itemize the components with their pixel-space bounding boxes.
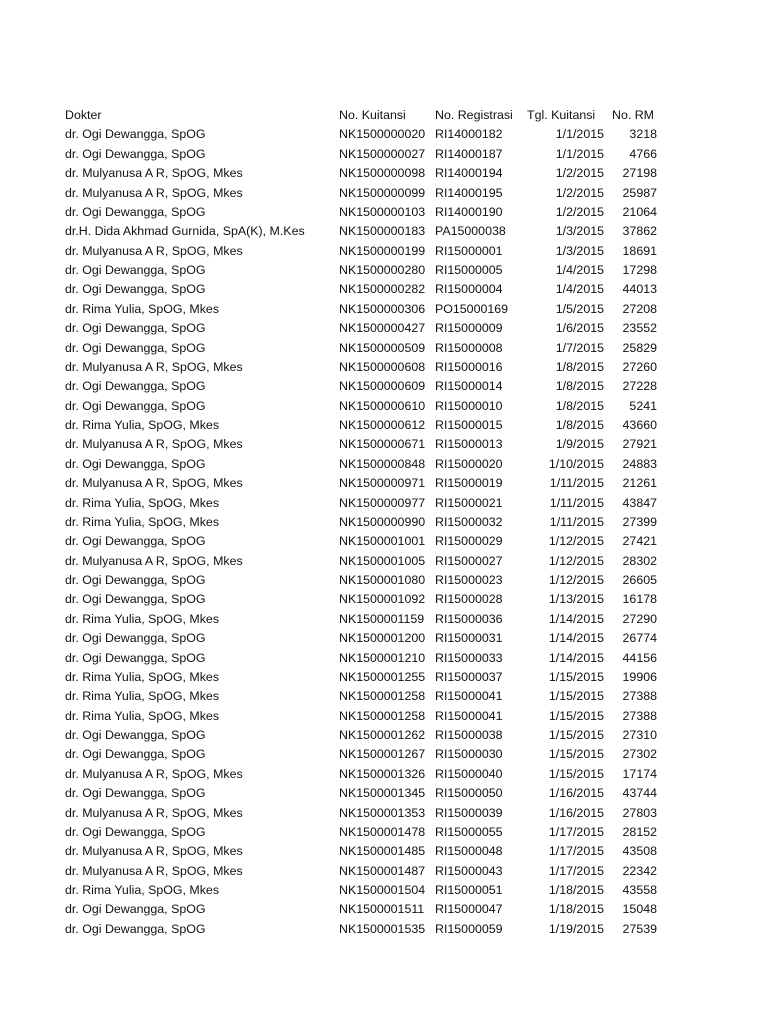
cell-no-registrasi: RI15000019 <box>435 476 503 491</box>
cell-tgl-kuitansi: 1/8/2015 <box>555 379 604 394</box>
cell-no-kuitansi: NK1500000977 <box>339 495 426 510</box>
cell-dokter: dr. Rima Yulia, SpOG, Mkes <box>65 514 220 529</box>
table-row <box>61 804 661 823</box>
column-header-no-registrasi: No. Registrasi <box>435 108 513 122</box>
table-row <box>61 339 661 358</box>
cell-no-rm: 27198 <box>622 166 657 181</box>
cell-dokter: dr. Rima Yulia, SpOG, Mkes <box>65 669 220 684</box>
cell-no-kuitansi: NK1500000609 <box>339 379 426 394</box>
table-row <box>61 358 661 377</box>
cell-dokter: dr. Mulyanusa A R, SpOG, Mkes <box>65 359 243 374</box>
cell-no-rm: 28302 <box>622 553 657 568</box>
table-row <box>61 668 661 687</box>
cell-no-registrasi: RI15000032 <box>435 514 503 529</box>
cell-no-rm: 44156 <box>622 650 657 665</box>
table-row <box>61 765 661 784</box>
cell-no-kuitansi: NK1500000199 <box>339 243 426 258</box>
cell-no-kuitansi: NK1500001159 <box>339 611 425 626</box>
cell-dokter: dr. Mulyanusa A R, SpOG, Mkes <box>65 166 243 181</box>
cell-no-registrasi: RI15000041 <box>435 689 503 704</box>
cell-tgl-kuitansi: 1/11/2015 <box>549 476 604 491</box>
table-row <box>61 629 661 648</box>
cell-no-registrasi: RI15000023 <box>435 573 503 587</box>
cell-no-registrasi: PA15000038 <box>435 224 506 239</box>
cell-no-registrasi: RI15000041 <box>435 708 503 723</box>
cell-no-rm: 27290 <box>622 611 657 626</box>
cell-tgl-kuitansi: 1/1/2015 <box>555 127 604 142</box>
cell-dokter: dr. Ogi Dewangga, SpOG <box>65 592 206 607</box>
cell-no-rm: 17298 <box>622 263 657 277</box>
cell-no-registrasi: RI15000048 <box>435 844 503 859</box>
table-row <box>61 842 661 861</box>
cell-no-rm: 17174 <box>622 766 657 781</box>
cell-no-rm: 23552 <box>622 321 657 336</box>
table-row <box>61 881 661 900</box>
cell-dokter: dr. Ogi Dewangga, SpOG <box>65 146 206 161</box>
table-row <box>61 590 661 609</box>
table-row <box>61 242 661 261</box>
table-row <box>61 416 661 435</box>
cell-no-kuitansi: NK1500000990 <box>339 514 426 529</box>
cell-no-registrasi: RI15000050 <box>435 786 503 801</box>
table-row <box>61 532 661 551</box>
cell-no-kuitansi: NK1500001005 <box>339 553 426 568</box>
cell-no-registrasi: RI15000016 <box>435 359 503 374</box>
cell-no-registrasi: RI15000009 <box>435 321 503 336</box>
cell-no-rm: 22342 <box>622 863 657 878</box>
table-row <box>61 745 661 764</box>
table-row <box>61 280 661 299</box>
cell-no-rm: 26605 <box>622 573 657 587</box>
cell-no-registrasi: RI15000010 <box>435 398 503 413</box>
cell-tgl-kuitansi: 1/9/2015 <box>555 437 604 452</box>
cell-no-kuitansi: NK1500001326 <box>339 766 426 781</box>
cell-no-rm: 43660 <box>622 418 657 432</box>
cell-tgl-kuitansi: 1/1/2015 <box>555 146 604 161</box>
cell-no-registrasi: RI15000004 <box>435 282 503 297</box>
cell-tgl-kuitansi: 1/4/2015 <box>555 263 604 277</box>
cell-no-registrasi: RI14000194 <box>435 166 503 181</box>
cell-tgl-kuitansi: 1/19/2015 <box>548 921 604 936</box>
cell-no-registrasi: RI15000013 <box>435 437 503 452</box>
cell-no-registrasi: RI15000001 <box>435 243 503 258</box>
spreadsheet <box>0 106 768 939</box>
cell-no-registrasi: RI15000014 <box>435 379 503 394</box>
cell-dokter: dr. Ogi Dewangga, SpOG <box>65 650 206 665</box>
cell-tgl-kuitansi: 1/8/2015 <box>555 359 604 374</box>
cell-tgl-kuitansi: 1/2/2015 <box>555 204 604 219</box>
cell-tgl-kuitansi: 1/3/2015 <box>555 243 604 258</box>
cell-no-kuitansi: NK1500000608 <box>339 359 426 374</box>
cell-dokter: dr. Mulyanusa A R, SpOG, Mkes <box>65 243 243 258</box>
cell-no-registrasi: RI15000033 <box>435 650 503 665</box>
cell-tgl-kuitansi: 1/16/2015 <box>548 786 604 801</box>
cell-no-rm: 27421 <box>622 534 657 549</box>
cell-no-rm: 24883 <box>622 456 657 471</box>
cell-no-kuitansi: NK1500001001 <box>339 534 426 549</box>
cell-no-kuitansi: NK1500000280 <box>339 263 426 277</box>
cell-no-rm: 25829 <box>622 340 657 355</box>
cell-no-rm: 27539 <box>622 921 657 936</box>
table-row <box>61 687 661 706</box>
cell-no-rm: 27310 <box>622 728 657 742</box>
cell-dokter: dr. Rima Yulia, SpOG, Mkes <box>65 418 220 432</box>
cell-dokter: dr. Rima Yulia, SpOG, Mkes <box>65 495 220 510</box>
cell-no-kuitansi: NK1500001267 <box>339 747 426 762</box>
cell-dokter: dr. Ogi Dewangga, SpOG <box>65 127 206 142</box>
cell-tgl-kuitansi: 1/16/2015 <box>548 805 604 820</box>
cell-no-registrasi: RI14000195 <box>435 185 503 200</box>
cell-tgl-kuitansi: 1/15/2015 <box>548 689 604 704</box>
cell-no-registrasi: RI15000037 <box>435 669 503 684</box>
cell-no-kuitansi: NK1500001200 <box>339 631 426 646</box>
table-row <box>61 649 661 668</box>
cell-tgl-kuitansi: 1/11/2015 <box>549 495 604 510</box>
cell-tgl-kuitansi: 1/10/2015 <box>548 456 604 471</box>
cell-dokter: dr. Rima Yulia, SpOG, Mkes <box>65 301 220 316</box>
table-row <box>61 823 661 842</box>
cell-tgl-kuitansi: 1/2/2015 <box>555 185 604 200</box>
table-row <box>61 862 661 881</box>
cell-no-kuitansi: NK1500001258 <box>339 708 426 723</box>
cell-no-kuitansi: NK1500000509 <box>339 340 426 355</box>
cell-dokter: dr. Ogi Dewangga, SpOG <box>65 902 206 917</box>
cell-no-registrasi: RI15000031 <box>435 631 503 646</box>
column-header-tgl-kuitansi: Tgl. Kuitansi <box>527 108 596 122</box>
cell-no-rm: 27399 <box>622 514 657 529</box>
cell-no-rm: 27921 <box>622 437 657 452</box>
cell-no-kuitansi: NK1500001353 <box>339 805 426 820</box>
cell-no-kuitansi: NK1500001210 <box>339 650 426 665</box>
cell-no-registrasi: RI15000047 <box>435 902 503 917</box>
table-row <box>61 203 661 222</box>
cell-dokter: dr. Ogi Dewangga, SpOG <box>65 747 206 762</box>
cell-tgl-kuitansi: 1/15/2015 <box>548 766 604 781</box>
cell-dokter: dr. Mulyanusa A R, SpOG, Mkes <box>65 766 243 781</box>
cell-dokter: dr. Ogi Dewangga, SpOG <box>65 824 206 839</box>
table-row <box>61 145 661 164</box>
cell-no-registrasi: RI15000059 <box>435 921 503 936</box>
cell-dokter: dr. Ogi Dewangga, SpOG <box>65 456 206 471</box>
cell-tgl-kuitansi: 1/15/2015 <box>548 728 604 742</box>
cell-no-kuitansi: NK1500000427 <box>339 321 426 336</box>
cell-dokter: dr. Rima Yulia, SpOG, Mkes <box>65 611 220 626</box>
cell-no-kuitansi: NK1500000971 <box>339 476 426 491</box>
cell-no-rm: 43558 <box>622 883 657 897</box>
table-row <box>61 513 661 532</box>
cell-no-rm: 15048 <box>622 902 657 917</box>
cell-tgl-kuitansi: 1/8/2015 <box>555 398 604 413</box>
cell-dokter: dr. Ogi Dewangga, SpOG <box>65 573 206 587</box>
cell-no-kuitansi: NK1500000282 <box>339 282 426 297</box>
cell-no-registrasi: RI15000051 <box>435 883 503 897</box>
cell-dokter: dr. Ogi Dewangga, SpOG <box>65 340 206 355</box>
cell-tgl-kuitansi: 1/15/2015 <box>548 747 604 762</box>
cell-tgl-kuitansi: 1/15/2015 <box>548 708 604 723</box>
cell-no-rm: 27803 <box>622 805 657 820</box>
cell-dokter: dr. Mulyanusa A R, SpOG, Mkes <box>65 844 243 859</box>
cell-tgl-kuitansi: 1/5/2015 <box>555 301 604 316</box>
cell-no-kuitansi: NK1500000027 <box>339 146 426 161</box>
cell-dokter: dr. Ogi Dewangga, SpOG <box>65 321 206 336</box>
cell-no-registrasi: RI15000029 <box>435 534 503 549</box>
table-row <box>61 319 661 338</box>
cell-no-rm: 27260 <box>622 359 657 374</box>
cell-tgl-kuitansi: 1/17/2015 <box>548 824 604 839</box>
table-row <box>61 222 661 241</box>
column-header-dokter: Dokter <box>65 108 102 122</box>
cell-no-kuitansi: NK1500001504 <box>339 883 426 897</box>
cell-no-kuitansi: NK1500001511 <box>339 902 425 917</box>
cell-no-kuitansi: NK1500001255 <box>339 669 426 684</box>
cell-no-rm: 16178 <box>622 592 657 607</box>
cell-dokter: dr. Mulyanusa A R, SpOG, Mkes <box>65 805 243 820</box>
cell-no-rm: 37862 <box>622 224 657 239</box>
cell-no-registrasi: RI15000028 <box>435 592 503 607</box>
cell-no-rm: 43508 <box>622 844 657 859</box>
cell-no-registrasi: RI15000038 <box>435 728 503 742</box>
table-row <box>61 920 661 939</box>
cell-no-rm: 4766 <box>629 146 657 161</box>
cell-tgl-kuitansi: 1/3/2015 <box>555 224 604 239</box>
cell-no-registrasi: RI15000055 <box>435 824 503 839</box>
table-row <box>61 571 661 590</box>
cell-dokter: dr. Ogi Dewangga, SpOG <box>65 921 206 936</box>
cell-tgl-kuitansi: 1/14/2015 <box>548 611 604 626</box>
cell-dokter: dr. Mulyanusa A R, SpOG, Mkes <box>65 553 243 568</box>
cell-tgl-kuitansi: 1/12/2015 <box>548 553 604 568</box>
cell-no-registrasi: RI15000005 <box>435 263 503 277</box>
cell-no-rm: 44013 <box>622 282 657 297</box>
column-header-no-rm: No. RM <box>612 108 654 122</box>
cell-no-kuitansi: NK1500001485 <box>339 844 426 859</box>
table-row <box>61 610 661 629</box>
cell-no-kuitansi: NK1500001345 <box>339 786 426 801</box>
table-row <box>61 455 661 474</box>
cell-dokter: dr. Mulyanusa A R, SpOG, Mkes <box>65 437 243 452</box>
cell-no-registrasi: RI14000182 <box>435 127 503 142</box>
cell-tgl-kuitansi: 1/18/2015 <box>548 883 604 897</box>
table-row <box>61 707 661 726</box>
cell-no-rm: 27228 <box>622 379 657 394</box>
cell-no-kuitansi: NK1500000098 <box>339 166 426 181</box>
table-row <box>61 184 661 203</box>
cell-no-registrasi: RI15000021 <box>435 495 503 510</box>
cell-no-rm: 27208 <box>622 301 657 316</box>
cell-dokter: dr. Ogi Dewangga, SpOG <box>65 282 206 297</box>
cell-no-registrasi: RI15000030 <box>435 747 503 762</box>
cell-no-rm: 27388 <box>622 689 657 704</box>
cell-no-kuitansi: NK1500000183 <box>339 224 426 239</box>
cell-dokter: dr. Mulyanusa A R, SpOG, Mkes <box>65 863 243 878</box>
cell-no-rm: 19906 <box>622 669 657 684</box>
table-row <box>61 435 661 454</box>
cell-tgl-kuitansi: 1/2/2015 <box>555 166 604 181</box>
cell-no-kuitansi: NK1500001535 <box>339 921 426 936</box>
cell-no-kuitansi: NK1500000020 <box>339 127 426 142</box>
cell-no-kuitansi: NK1500001262 <box>339 728 426 742</box>
header-row <box>61 106 661 125</box>
cell-tgl-kuitansi: 1/17/2015 <box>548 844 604 859</box>
table-row <box>61 125 661 144</box>
table-row <box>61 900 661 919</box>
cell-no-kuitansi: NK1500001487 <box>339 863 426 878</box>
cell-tgl-kuitansi: 1/6/2015 <box>555 321 604 336</box>
cell-tgl-kuitansi: 1/12/2015 <box>548 573 604 587</box>
cell-dokter: dr. Ogi Dewangga, SpOG <box>65 379 206 394</box>
cell-tgl-kuitansi: 1/8/2015 <box>555 418 604 432</box>
column-header-no-kuitansi: No. Kuitansi <box>339 108 406 122</box>
cell-dokter: dr. Ogi Dewangga, SpOG <box>65 534 206 549</box>
cell-tgl-kuitansi: 1/13/2015 <box>548 592 604 607</box>
cell-no-kuitansi: NK1500001258 <box>339 689 426 704</box>
table-row <box>61 300 661 319</box>
table-row <box>61 397 661 416</box>
cell-tgl-kuitansi: 1/12/2015 <box>548 534 604 549</box>
cell-dokter: dr. Ogi Dewangga, SpOG <box>65 263 206 277</box>
table-row <box>61 474 661 493</box>
cell-no-rm: 43847 <box>622 495 657 510</box>
cell-no-rm: 21064 <box>622 204 657 219</box>
cell-dokter: dr. Ogi Dewangga, SpOG <box>65 204 206 219</box>
cell-no-registrasi: PO15000169 <box>435 301 509 316</box>
cell-no-kuitansi: NK1500000306 <box>339 301 426 316</box>
cell-no-kuitansi: NK1500000671 <box>339 437 426 452</box>
cell-dokter: dr. Rima Yulia, SpOG, Mkes <box>65 883 220 897</box>
cell-no-kuitansi: NK1500001478 <box>339 824 426 839</box>
table-row <box>61 552 661 571</box>
cell-no-rm: 3218 <box>629 127 657 142</box>
cell-no-kuitansi: NK1500000848 <box>339 456 426 471</box>
cell-no-rm: 27388 <box>622 708 657 723</box>
cell-tgl-kuitansi: 1/15/2015 <box>548 669 604 684</box>
cell-no-rm: 18691 <box>622 243 657 258</box>
cell-no-rm: 25987 <box>622 185 657 200</box>
cell-no-registrasi: RI14000190 <box>435 204 503 219</box>
cell-dokter: dr. Ogi Dewangga, SpOG <box>65 398 206 413</box>
cell-dokter: dr. Rima Yulia, SpOG, Mkes <box>65 708 220 723</box>
cell-no-registrasi: RI15000039 <box>435 805 503 820</box>
cell-no-rm: 26774 <box>622 631 657 646</box>
cell-no-registrasi: RI15000040 <box>435 766 503 781</box>
cell-no-registrasi: RI15000015 <box>435 418 503 432</box>
table-row <box>61 784 661 803</box>
cell-no-kuitansi: NK1500000103 <box>339 204 426 219</box>
table-row <box>61 261 661 280</box>
cell-no-kuitansi: NK1500001080 <box>339 573 426 587</box>
cell-tgl-kuitansi: 1/11/2015 <box>549 514 604 529</box>
cell-no-registrasi: RI15000043 <box>435 863 503 878</box>
cell-no-rm: 5241 <box>629 398 657 413</box>
cell-no-registrasi: RI15000027 <box>435 553 503 568</box>
cell-tgl-kuitansi: 1/4/2015 <box>555 282 604 297</box>
cell-tgl-kuitansi: 1/18/2015 <box>548 902 604 917</box>
cell-no-kuitansi: NK1500000612 <box>339 418 426 432</box>
cell-dokter: dr. Ogi Dewangga, SpOG <box>65 728 206 742</box>
cell-no-rm: 27302 <box>622 747 657 762</box>
cell-tgl-kuitansi: 1/17/2015 <box>548 863 604 878</box>
cell-no-rm: 21261 <box>622 476 657 491</box>
cell-no-registrasi: RI15000020 <box>435 456 503 471</box>
cell-no-registrasi: RI15000036 <box>435 611 503 626</box>
cell-tgl-kuitansi: 1/14/2015 <box>548 631 604 646</box>
cell-no-rm: 28152 <box>622 824 657 839</box>
table-body <box>61 125 661 939</box>
receipts-table <box>61 106 661 939</box>
cell-no-registrasi: RI14000187 <box>435 146 503 161</box>
cell-dokter: dr. Ogi Dewangga, SpOG <box>65 786 206 801</box>
cell-dokter: dr. Rima Yulia, SpOG, Mkes <box>65 689 220 704</box>
table-row <box>61 377 661 396</box>
cell-no-registrasi: RI15000008 <box>435 340 503 355</box>
cell-dokter: dr. Mulyanusa A R, SpOG, Mkes <box>65 185 243 200</box>
cell-no-kuitansi: NK1500000099 <box>339 185 426 200</box>
table-row <box>61 726 661 745</box>
cell-no-rm: 43744 <box>622 786 657 801</box>
cell-no-kuitansi: NK1500001092 <box>339 592 426 607</box>
cell-tgl-kuitansi: 1/7/2015 <box>555 340 604 355</box>
cell-tgl-kuitansi: 1/14/2015 <box>548 650 604 665</box>
cell-dokter: dr. Ogi Dewangga, SpOG <box>65 631 206 646</box>
table-row <box>61 164 661 183</box>
cell-no-kuitansi: NK1500000610 <box>339 398 426 413</box>
cell-dokter: dr.H. Dida Akhmad Gurnida, SpA(K), M.Kes <box>65 224 305 239</box>
table-row <box>61 494 661 513</box>
cell-dokter: dr. Mulyanusa A R, SpOG, Mkes <box>65 476 243 491</box>
